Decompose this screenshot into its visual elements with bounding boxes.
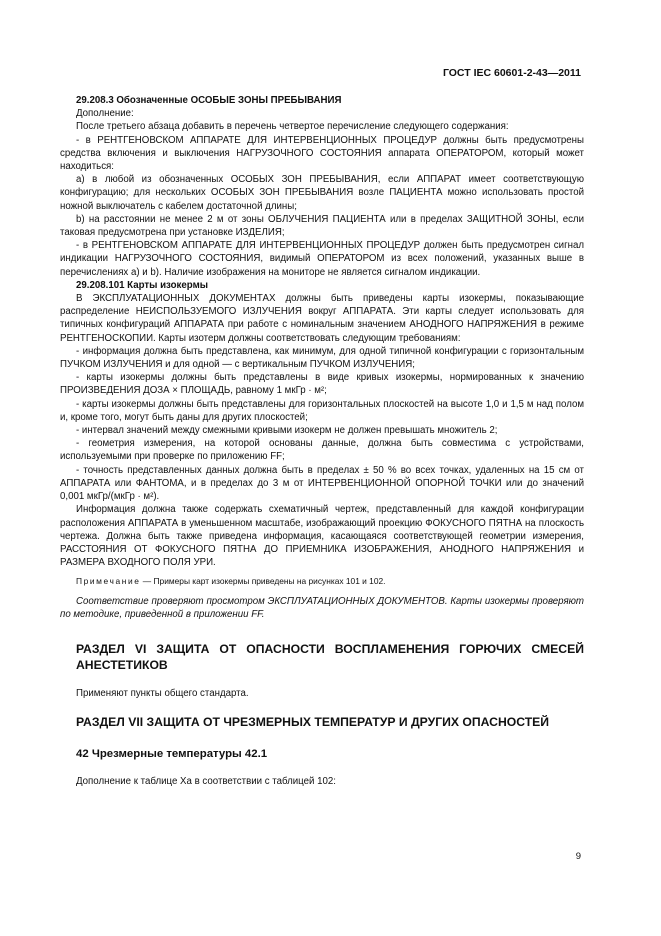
document-header: ГОСТ IEC 60601-2-43—2011 <box>442 67 581 79</box>
paragraph: Дополнение к таблице Ха в соответствии с таблицей 102: <box>76 776 336 788</box>
page-number: 9 <box>575 851 581 862</box>
list-item: - точность представленных данных должна быть в пределах ± 50 % во всех точках, удаленных на 15 см от АППАРАТА или ФАНТОМА, и в пределах до 3 м от ИНТЕРВЕНЦИОННОЙ ОПОРНОЙ ТОЧКИ или до значений 0,001 мкГр/(мкГр · м²). <box>60 464 584 503</box>
paragraph: Информация должна также содержать схематичный чертеж, представленный для каждой конфигурации расположения АППАРАТА в уменьшенном масштабе, изображающий проекцию ФОКУСНОГО ПЯТНА на плоскость чертежа. Должна быть также приведена информация, касающаяся соответствующей геометрии измерения, РАССТОЯНИЯ ОТ ФОКУСНОГО ПЯТНА ДО ПРИЕМНИКА ИЗОБРАЖЕНИЯ, АНОДНОГО НАПРЯЖЕНИЯ и РАЗМЕРА ВХОДНОГО ПОЛЯ УРИ. <box>60 504 584 569</box>
document-body <box>60 94 584 789</box>
paragraph: В ЭКСПЛУАТАЦИОННЫХ ДОКУМЕНТАХ должны быть приведены карты изокермы, показывающие распределение НЕИСПОЛЬЗУЕМОГО ИЗЛУЧЕНИЯ вокруг АППАРАТА. Эти карты следует использовать для типичных конфигураций АППАРАТА при работе с номинальным значением АНОДНОГО НАПРЯЖЕНИЯ в режиме РЕНТГЕНОСКОПИИ. Карты изотерм должны соответствовать следующим требованиям: <box>60 293 584 344</box>
section-vii-title: РАЗДЕЛ VII ЗАЩИТА ОТ ЧРЕЗМЕРНЫХ ТЕМПЕРАТУР И ДРУГИХ ОПАСНОСТЕЙ <box>76 715 550 730</box>
paragraph: Применяют пункты общего стандарта. <box>76 687 249 699</box>
list-item: - интервал значений между смежными кривыми изокерм не должен превышать множитель 2; <box>76 425 498 437</box>
paragraph: Дополнение: <box>76 108 134 120</box>
section-vi-title: РАЗДЕЛ VI ЗАЩИТА ОТ ОПАСНОСТИ ВОСПЛАМЕНЕНИЯ ГОРЮЧИХ СМЕСЕЙ АНЕСТЕТИКОВ <box>76 641 584 672</box>
note-text: — Примеры карт изокермы приведены на рисунках 101 и 102. <box>140 576 386 587</box>
note-label: Примечание <box>76 576 141 587</box>
list-item: - карты изокермы должны быть представлены для горизонтальных плоскостей на высоте 1,0 и 1,5 м над полом и, кроме того, могут быть даны для других плоскостей; <box>60 398 584 423</box>
clause-title-29-208-3: 29.208.3 Обозначенные ОСОБЫЕ ЗОНЫ ПРЕБЫВАНИЯ <box>76 95 342 106</box>
paragraph: После третьего абзаца добавить в перечень четвертое перечисление следующего содержания: <box>76 121 509 133</box>
clause-title-29-208-101: 29.208.101 Карты изокермы <box>76 279 209 291</box>
paragraph: - в РЕНТГЕНОВСКОМ АППАРАТЕ ДЛЯ ИНТЕРВЕНЦИОННЫХ ПРОЦЕДУР должны быть предусмотрены средства включения и выключения НАГРУЗОЧНОГО СОСТОЯНИЯ аппарата ОПЕРАТОРОМ, который может находиться: <box>60 134 584 173</box>
list-item: - информация должна быть представлена, как минимум, для одной типичной конфигурации с горизонтальным ПУЧКОМ ИЗЛУЧЕНИЯ и для одной — с вертикальным ПУЧКОМ ИЗЛУЧЕНИЯ; <box>60 345 584 371</box>
list-item-b: b) на расстоянии не менее 2 м от зоны ОБЛУЧЕНИЯ ПАЦИЕНТА или в пределах ЗАЩИТНОЙ ЗОНЫ, если таковая предусмотрена при установке ИЗДЕЛИЯ; <box>60 213 584 239</box>
note <box>60 575 584 588</box>
list-item-a: а) в любой из обозначенных ОСОБЫХ ЗОН ПРЕБЫВАНИЯ, если АППАРАТ имеет соответствующую конфигурацию; для нескольких ОСОБЫХ ЗОН ПРЕБЫВАНИЯ возле ПАЦИЕНТА можно использовать простой ножной выключатель с кабелем достаточной длины; <box>60 174 584 212</box>
paragraph: - в РЕНТГЕНОВСКОМ АППАРАТЕ ДЛЯ ИНТЕРВЕНЦИОННЫХ ПРОЦЕДУР должен быть предусмотрен сигнал индикации НАГРУЗОЧНОГО СОСТОЯНИЯ, видимый ОПЕРАТОРОМ из всех положений, указанных выше в перечислениях а) и b). Наличие изображения на мониторе не является сигналом индикации. <box>60 240 584 278</box>
compliance-statement: Соответствие проверяют просмотром ЭКСПЛУАТАЦИОННЫХ ДОКУМЕНТОВ. Карты изокермы проверяют по методике, приведенной в приложении FF. <box>60 595 584 620</box>
clause-42-title: 42 Чрезмерные температуры 42.1 <box>76 748 268 761</box>
list-item: - карты изокермы должны быть представлены в виде кривых изокермы, нормированных к значению ПРОИЗВЕДЕНИЯ ДОЗА × ПЛОЩАДЬ, равному 1 мкГр · м²; <box>60 372 584 397</box>
list-item: - геометрия измерения, на которой основаны данные, должна быть совместима с устройствами, используемыми при проверке по приложению FF; <box>60 438 584 463</box>
